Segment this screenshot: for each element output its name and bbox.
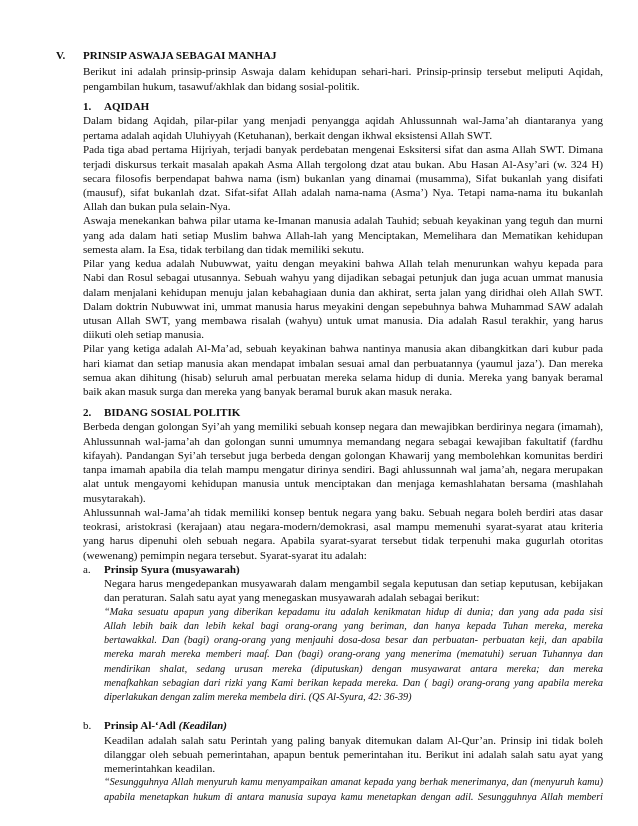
adl-line: dilanggar oleh sebuah pemerintahan, apapun bentuk pemerintahan itu. Berikut ini adalah salah satu ayat yang	[104, 749, 603, 761]
sospol-line: alat untuk mengayomi kehidupan manusia untuk menciptakan dan menjaga kemashlahatan bersama (mashlahah	[83, 478, 603, 490]
aqidah-line: Dalam bidang Aqidah, pilar-pilar yang menjadi penyangga aqidah Ahlussunnah wal-Jama’ah diantaranya yang	[83, 115, 603, 127]
aqidah-line: Allah dan bukan pula selain-Nya.	[83, 201, 231, 213]
aqidah-line: Pada tiga abad pertama Hijriyah, terjadi banyak perdebatan mengenai Esksitersi sifat dan asma Allah SWT. Dimana	[83, 144, 603, 156]
aqidah-line: pertama adalah aqidah Uluhiyyah (Ketuhanan), berkait dengan ikhwal eksistensi Allah SWT.	[83, 130, 493, 142]
aqidah-line: baik akan masuk surga dan mereka yang banyak beramal buruk akan masuk neraka.	[83, 386, 453, 398]
syura-letter: a.	[83, 564, 91, 576]
aqidah-line: Pilar yang kedua adalah Nubuwwat, yaitu dengan meyakini bahwa Allah telah menurunkan wahyu kepada para	[83, 258, 603, 270]
sospol-line: kifayah). Pandangan Syi’ah tersebut juga berbeda dengan golongan Khawarij yang membolehkan komunitas berdiri	[83, 450, 603, 462]
adl-heading-paren: (Keadilan)	[178, 720, 227, 732]
sospol-line: (wewenang) pemimpin negara tersebut. Syarat-syarat itu adalah:	[83, 550, 367, 562]
syura-line: dan peraturan. Salah satu ayat yang menegaskan musyawarah adalah sebagai berikut:	[104, 592, 480, 604]
section-intro-line: Berikut ini adalah prinsip-prinsip Aswaja dalam kehidupan sehari-hari. Prinsip-prinsip tersebut meliputi Aqidah,	[83, 66, 603, 78]
adl-line: Keadilan adalah salah satu Perintah yang paling banyak ditemukan dalam Al-Qur’an. Prinsip ini tidak boleh	[104, 735, 603, 747]
syura-heading: Prinsip Syura (musyawarah)	[104, 564, 240, 576]
adl-line: memerintahkan keadilan.	[104, 763, 216, 775]
aqidah-line: utusan Allah SWT, yang membawa risalah (wahyu) untuk umat manusia. Dia adalah Rasul terakhir, yang harus	[83, 315, 603, 327]
adl-heading	[104, 719, 227, 733]
adl-heading-main: Prinsip Al-‘Adl	[104, 720, 179, 732]
sospol-line: Berbeda dengan golongan Syi’ah yang memiliki sebuah konsep negara dan mewajibkan berdirinya negara (imamah),	[83, 421, 603, 433]
aqidah-line: semua akan dihitung (hisab) seluruh amal perbuatan mereka selama hidup di dunia. Mereka yang banyak beramal	[83, 372, 603, 384]
aqidah-line: dalam menjalani kehidupan menuju jalan kebahagiaan dunia dan akhirat, serta jalan yang diridhai oleh Allah SWT.	[83, 287, 603, 299]
sospol-line: yang harus dipenuhi oleh sebuah negara. Apabila syarat-syarat tersebut tidak terpenuhi maka gugurlah otoritas	[83, 535, 603, 547]
aqidah-line: yang ada dalam hati setiap Muslim bahwa Allah-lah yang Menciptakan, Memelihara dan Mematikan kehidupan	[83, 230, 603, 242]
adl-quote-line: “Sesungguhnya Allah menyuruh kamu menyampaikan amanat kepada yang berhak menerimanya, dan (menyuruh kamu)	[104, 777, 603, 788]
aqidah-heading: AQIDAH	[104, 101, 150, 113]
aqidah-line: diikuti oleh setiap manusia.	[83, 329, 204, 341]
aqidah-line: Nabi dan Rosul sebagai utusannya. Sebuah wahyu yang dijadikan sebagai petunjuk dan juga acuan ummat manusia	[83, 272, 603, 284]
adl-letter: b.	[83, 720, 92, 732]
sospol-number: 2.	[83, 407, 92, 419]
aqidah-line: Pilar yang ketiga adalah Al-Ma’ad, sebuah keyakinan bahwa nantinya manusia akan dibangkitkan dari kubur pada	[83, 343, 603, 355]
sospol-line: Ahlussunnah wal-Jama’ah tidak memiliki konsep bentuk negara yang baku. Sebuah negara boleh berdiri atas dasar	[83, 507, 603, 519]
syura-quote-line: Allah lebih baik dan lebih kekal bagi orang-orang yang beriman, dan hanya kepada Tuhan mereka, mereka	[104, 621, 603, 632]
syura-quote-line: menafkahkan sebagian dari rizki yang Kami berikan kepada mereka. Dan ( bagi) orang-orang yang apabila mereka	[104, 678, 603, 689]
sospol-line: Ahlussunnah wal-jama’ah dan golongan sunni umumnya memandang negara sebagai kewajiban fakultatif (fardhu	[83, 436, 603, 448]
syura-quote-line: mendirikan shalat, sedang urusan mereka (diputuskan) dengan musyawarat antara mereka; dan mereka	[104, 664, 603, 675]
sospol-line: musytarakah).	[83, 493, 146, 505]
syura-quote-line: diperlakukan dengan zalim mereka membela diri. (QS Al-Syura, 42: 36-39)	[104, 692, 412, 703]
aqidah-line: semesta alam. Ia Esa, tidak terbilang dan tidak memiliki sekutu.	[83, 244, 365, 256]
adl-quote-line: apabila menetapkan hukum di antara manusia supaya kamu menetapkan dengan adil. Sesungguhnya Allah memberi	[104, 792, 603, 803]
section-intro-line: pengambilan hukum, tasawuf/akhlak dan bidang sosial-politik.	[83, 81, 360, 93]
syura-quote-line: bertawakkal. Dan (bagi) orang-orang yang menjauhi dosa-dosa besar dan perbuatan- perbuatan keji, dan apabila	[104, 635, 603, 646]
aqidah-line: hari kiamat dan setiap manusia akan mendapat imbalan sesuai amal dan perbuatannya (yaumul jaza’). Dan mereka	[83, 358, 603, 370]
sospol-heading: BIDANG SOSIAL POLITIK	[104, 407, 241, 419]
aqidah-line: terjadi diskursus terkait masalah apakah Asma Allah tergolong dzat atau bukan. Abu Hasan Al-Asy’ari (w. 324 H)	[83, 159, 603, 171]
aqidah-line: (mausuf), sifat bukanlah dzat. Sifat-sifat Allah adalah nama-nama (Asma’) Nya. Tetapi nama-nama itu bukanlah	[83, 187, 603, 199]
sospol-line: teokrasi, aristokrasi (kerajaan) atau negara-modern/demokrasi, asal mampu memenuhi syarat-syarat atau kriteria	[83, 521, 603, 533]
aqidah-line: Dalam doktrin Nubuwwat ini, ummat manusia harus meyakini dengan sepebuhnya bahwa Muhammad SAW adalah	[83, 301, 603, 313]
aqidah-line: secara filosofis berpendapat bahwa nama (ism) bukanlan yang dinamai (musamma), Sifat bukanlah yang disifati	[83, 173, 603, 185]
sospol-line: tanpa imamah apabila dia telah mampu mengatur dirinya sendiri. Bagi ahlussunnah wal jama’ah, negara merupakan	[83, 464, 603, 476]
syura-quote-line: “Maka sesuatu apapun yang diberikan kepadamu itu adalah kenikmatan hidup di dunia; dan yang ada pada sisi	[104, 607, 603, 618]
syura-line: Negara harus mengedepankan musyawarah dalam mengambil segala keputusan dan setiap keputusan, kebijakan	[104, 578, 603, 590]
section-number: V.	[56, 50, 66, 62]
syura-quote-line: mereka marah mereka memberi maaf. Dan (bagi) orang-orang yang menerima (mematuhi) seruan Tuhannya dan	[104, 649, 603, 660]
section-title: PRINSIP ASWAJA SEBAGAI MANHAJ	[83, 50, 277, 62]
aqidah-number: 1.	[83, 101, 92, 113]
aqidah-line: Aswaja menekankan bahwa pilar utama ke-Imanan manusia adalah Tauhid; sebuah keyakinan yang teguh dan murni	[83, 215, 603, 227]
